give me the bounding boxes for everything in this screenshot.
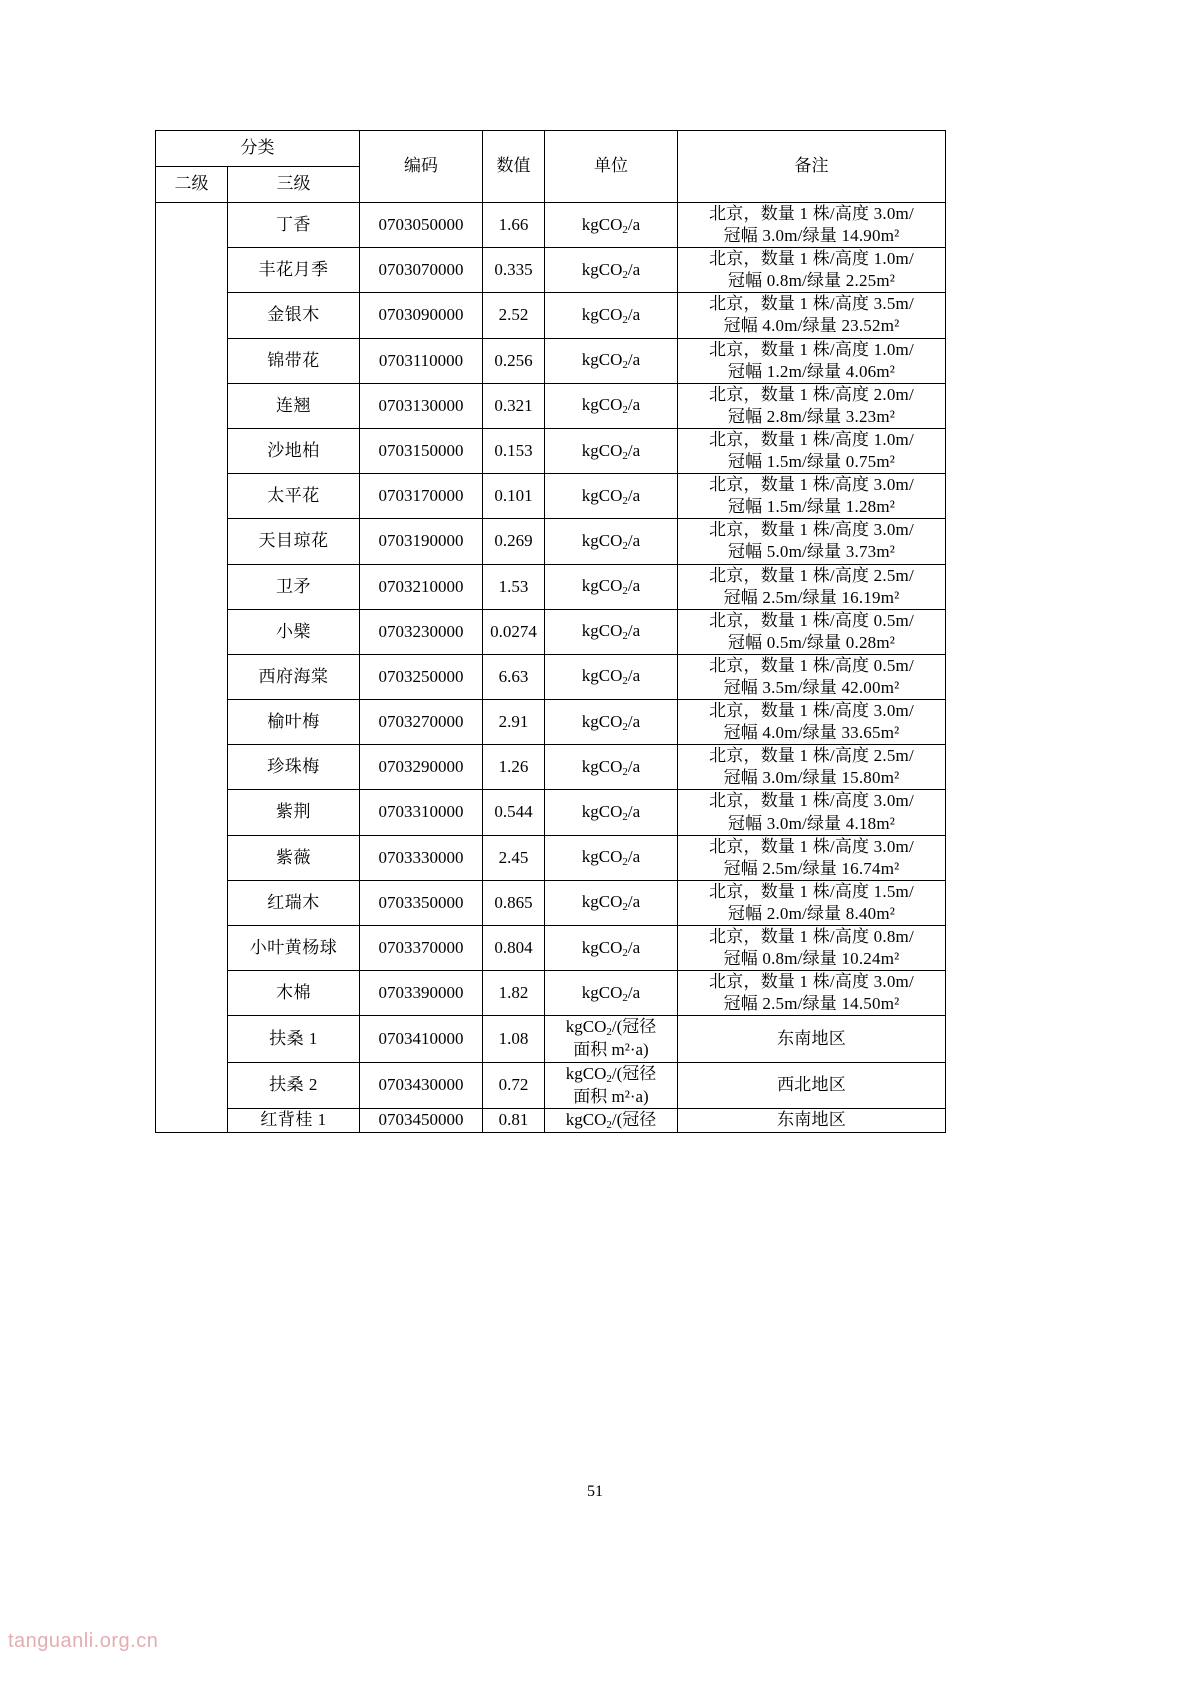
cell-species-name: 榆叶梅 bbox=[228, 700, 360, 745]
note-line-1: 北京，数量 1 株/高度 3.0m/ bbox=[709, 204, 914, 223]
table-row bbox=[156, 1062, 946, 1108]
cell-value: 0.865 bbox=[483, 880, 545, 925]
note-line-1: 北京，数量 1 株/高度 3.0m/ bbox=[709, 701, 914, 721]
note-line-1: 北京，数量 1 株/高度 1.0m/ bbox=[709, 249, 914, 269]
cell-note bbox=[678, 654, 946, 699]
cell-species-name: 金银木 bbox=[228, 293, 360, 338]
cell-species-name: 丁香 bbox=[228, 203, 360, 248]
cell-value: 0.72 bbox=[483, 1062, 545, 1108]
cell-note bbox=[678, 474, 946, 519]
cell-note bbox=[678, 745, 946, 790]
cell-note bbox=[678, 248, 946, 293]
cell-species-name: 紫薇 bbox=[228, 835, 360, 880]
note-line-2: 冠幅 2.0m/绿量 8.40m² bbox=[727, 903, 896, 923]
cell-unit: kgCO$_2$/a bbox=[545, 293, 678, 338]
cell-code: 0703370000 bbox=[360, 926, 483, 971]
table-row bbox=[156, 1108, 946, 1132]
cell-species-name: 锦带花 bbox=[228, 338, 360, 383]
table-header bbox=[156, 131, 946, 203]
cell-code: 0703430000 bbox=[360, 1062, 483, 1108]
cell-value: 0.256 bbox=[483, 338, 545, 383]
cell-species-name: 太平花 bbox=[228, 474, 360, 519]
note-line-2: 冠幅 3.5m/绿量 42.00m² bbox=[723, 677, 900, 697]
cell-code: 0703150000 bbox=[360, 428, 483, 473]
table-row bbox=[156, 609, 946, 654]
header-value: 数值 bbox=[483, 131, 545, 203]
cell-value: 0.0274 bbox=[483, 609, 545, 654]
cell-unit: kgCO$_2$/a bbox=[545, 880, 678, 925]
cell-unit: kgCO$_2$/a bbox=[545, 971, 678, 1016]
note-line-2: 冠幅 1.5m/绿量 0.75m² bbox=[727, 452, 896, 472]
table-row bbox=[156, 519, 946, 564]
cell-code: 0703110000 bbox=[360, 338, 483, 383]
cell-code: 0703350000 bbox=[360, 880, 483, 925]
cell-note bbox=[678, 338, 946, 383]
header-note: 备注 bbox=[678, 131, 946, 203]
note-line-1: 北京，数量 1 株/高度 0.5m/ bbox=[709, 655, 914, 675]
note-line-1: 北京，数量 1 株/高度 3.0m/ bbox=[709, 520, 914, 540]
cell-unit: kgCO$_2$/a bbox=[545, 654, 678, 699]
note-line-1: 北京，数量 1 株/高度 1.0m/ bbox=[709, 339, 914, 359]
cell-note bbox=[678, 293, 946, 338]
watermark-text: tanguanli.org.cn bbox=[8, 1630, 159, 1652]
cell-value: 0.321 bbox=[483, 383, 545, 428]
cell-unit: kgCO$_2$/a bbox=[545, 835, 678, 880]
cell-value: 0.804 bbox=[483, 926, 545, 971]
cell-note: 东南地区 bbox=[678, 1016, 946, 1062]
note-line-1: 北京，数量 1 株/高度 3.0m/ bbox=[709, 475, 914, 495]
cell-species-name: 小檗 bbox=[228, 609, 360, 654]
cell-unit: kgCO$_2$/a bbox=[545, 700, 678, 745]
cell-value: 2.91 bbox=[483, 700, 545, 745]
table-row bbox=[156, 564, 946, 609]
cell-value: 1.53 bbox=[483, 564, 545, 609]
cell-species-name: 西府海棠 bbox=[228, 654, 360, 699]
cell-unit: kgCO$_2$/a bbox=[545, 745, 678, 790]
cell-species-name: 小叶黄杨球 bbox=[228, 926, 360, 971]
cell-species-name: 连翘 bbox=[228, 383, 360, 428]
data-table-container bbox=[155, 130, 945, 1133]
cell-unit: kgCO$_2$/a bbox=[545, 564, 678, 609]
table-row bbox=[156, 293, 946, 338]
header-code: 编码 bbox=[360, 131, 483, 203]
cell-code: 0703270000 bbox=[360, 700, 483, 745]
cell-value: 0.153 bbox=[483, 428, 545, 473]
table-row bbox=[156, 654, 946, 699]
table-row bbox=[156, 474, 946, 519]
table-row bbox=[156, 203, 946, 248]
cell-unit: kgCO$_2$/(冠径 面积 m²·a) bbox=[545, 1062, 678, 1108]
cell-code: 0703330000 bbox=[360, 835, 483, 880]
note-line-2: 冠幅 2.5m/绿量 14.50m² bbox=[723, 994, 900, 1014]
cell-unit: kgCO$_2$/a bbox=[545, 519, 678, 564]
cell-unit: kgCO$_2$/a bbox=[545, 474, 678, 519]
note-line-1: 北京，数量 1 株/高度 3.0m/ bbox=[709, 972, 914, 992]
note-line-1: 北京，数量 1 株/高度 2.5m/ bbox=[709, 746, 914, 766]
page-number: 51 bbox=[587, 1483, 603, 1500]
cell-species-name: 珍珠梅 bbox=[228, 745, 360, 790]
table-row bbox=[156, 428, 946, 473]
cell-species-name: 红背桂 1 bbox=[228, 1108, 360, 1132]
table-row bbox=[156, 790, 946, 835]
cell-code: 0703130000 bbox=[360, 383, 483, 428]
cell-unit: kgCO$_2$/a bbox=[545, 926, 678, 971]
note-line-2: 冠幅 3.0m/绿量 14.90m² bbox=[723, 226, 900, 246]
cell-species-name: 丰花月季 bbox=[228, 248, 360, 293]
cell-note: 东南地区 bbox=[678, 1108, 946, 1132]
cell-code: 0703410000 bbox=[360, 1016, 483, 1062]
note-line-1: 北京，数量 1 株/高度 2.0m/ bbox=[709, 384, 914, 404]
cell-species-name: 扶桑 1 bbox=[228, 1016, 360, 1062]
table-row bbox=[156, 880, 946, 925]
note-line-2: 冠幅 1.5m/绿量 1.28m² bbox=[727, 497, 896, 517]
header-category-group: 分类 bbox=[156, 131, 360, 167]
note-line-2: 冠幅 0.8m/绿量 10.24m² bbox=[723, 949, 900, 969]
note-line-1: 北京，数量 1 株/高度 1.0m/ bbox=[709, 429, 914, 449]
cell-value: 6.63 bbox=[483, 654, 545, 699]
note-line-2: 冠幅 2.5m/绿量 16.19m² bbox=[723, 587, 900, 607]
cell-note bbox=[678, 926, 946, 971]
cell-value: 1.66 bbox=[483, 203, 545, 248]
cell-note bbox=[678, 971, 946, 1016]
cell-unit: kgCO$_2$/a bbox=[545, 609, 678, 654]
table-row bbox=[156, 700, 946, 745]
note-line-2: 冠幅 1.2m/绿量 4.06m² bbox=[727, 361, 896, 381]
cell-value: 0.544 bbox=[483, 790, 545, 835]
cell-species-name: 木棉 bbox=[228, 971, 360, 1016]
cell-value: 2.52 bbox=[483, 293, 545, 338]
note-line-2: 冠幅 2.5m/绿量 16.74m² bbox=[723, 858, 900, 878]
cell-code: 0703450000 bbox=[360, 1108, 483, 1132]
cell-note: 西北地区 bbox=[678, 1062, 946, 1108]
cell-unit: kgCO$_2$/a bbox=[545, 338, 678, 383]
cell-species-name: 卫矛 bbox=[228, 564, 360, 609]
table-row bbox=[156, 971, 946, 1016]
note-line-1: 北京，数量 1 株/高度 3.0m/ bbox=[709, 836, 914, 856]
table-row bbox=[156, 835, 946, 880]
cell-value: 0.81 bbox=[483, 1108, 545, 1132]
cell-value: 1.08 bbox=[483, 1016, 545, 1062]
cell-code: 0703230000 bbox=[360, 609, 483, 654]
table-row bbox=[156, 745, 946, 790]
cell-code: 0703070000 bbox=[360, 248, 483, 293]
cell-species-name: 天目琼花 bbox=[228, 519, 360, 564]
note-line-1: 北京，数量 1 株/高度 2.5m/ bbox=[709, 565, 914, 585]
cell-code: 0703050000 bbox=[360, 203, 483, 248]
cell-unit: kgCO$_2$/(冠径 bbox=[545, 1108, 678, 1132]
table-row bbox=[156, 383, 946, 428]
note-line-2: 冠幅 2.8m/绿量 3.23m² bbox=[727, 406, 896, 426]
cell-unit: kgCO$_2$/a bbox=[545, 203, 678, 248]
cell-value: 0.269 bbox=[483, 519, 545, 564]
cell-code: 0703190000 bbox=[360, 519, 483, 564]
cell-note bbox=[678, 609, 946, 654]
cell-level2 bbox=[156, 203, 228, 1133]
cell-species-name: 沙地柏 bbox=[228, 428, 360, 473]
cell-code: 0703170000 bbox=[360, 474, 483, 519]
note-line-1: 北京，数量 1 株/高度 3.5m/ bbox=[709, 294, 914, 314]
note-line-1: 北京，数量 1 株/高度 0.5m/ bbox=[709, 610, 914, 630]
cell-note bbox=[678, 383, 946, 428]
cell-species-name: 紫荆 bbox=[228, 790, 360, 835]
table-row bbox=[156, 926, 946, 971]
table-body bbox=[156, 203, 946, 1133]
cell-value: 1.82 bbox=[483, 971, 545, 1016]
note-line-1: 北京，数量 1 株/高度 3.0m/ bbox=[709, 791, 914, 811]
cell-note bbox=[678, 564, 946, 609]
cell-note bbox=[678, 203, 946, 248]
note-line-2: 冠幅 0.8m/绿量 2.25m² bbox=[727, 271, 896, 291]
cell-value: 0.335 bbox=[483, 248, 545, 293]
header-unit: 单位 bbox=[545, 131, 678, 203]
cell-code: 0703390000 bbox=[360, 971, 483, 1016]
cell-code: 0703250000 bbox=[360, 654, 483, 699]
cell-note bbox=[678, 700, 946, 745]
cell-code: 0703310000 bbox=[360, 790, 483, 835]
table-row bbox=[156, 1016, 946, 1062]
header-level3: 三级 bbox=[228, 167, 360, 203]
cell-code: 0703090000 bbox=[360, 293, 483, 338]
cell-value: 0.101 bbox=[483, 474, 545, 519]
note-line-2: 冠幅 4.0m/绿量 23.52m² bbox=[723, 316, 900, 336]
note-line-2: 冠幅 0.5m/绿量 0.28m² bbox=[727, 632, 896, 652]
cell-unit: kgCO$_2$/(冠径 面积 m²·a) bbox=[545, 1016, 678, 1062]
cell-unit: kgCO$_2$/a bbox=[545, 790, 678, 835]
note-line-2: 冠幅 3.0m/绿量 4.18m² bbox=[727, 813, 896, 833]
note-line-2: 冠幅 5.0m/绿量 3.73m² bbox=[727, 542, 896, 562]
cell-unit: kgCO$_2$/a bbox=[545, 383, 678, 428]
table-row bbox=[156, 338, 946, 383]
cell-note bbox=[678, 880, 946, 925]
header-row-top bbox=[156, 131, 946, 167]
emission-factor-table bbox=[155, 130, 946, 1133]
cell-unit: kgCO$_2$/a bbox=[545, 248, 678, 293]
cell-value: 2.45 bbox=[483, 835, 545, 880]
cell-value: 1.26 bbox=[483, 745, 545, 790]
cell-code: 0703210000 bbox=[360, 564, 483, 609]
cell-code: 0703290000 bbox=[360, 745, 483, 790]
note-line-2: 冠幅 4.0m/绿量 33.65m² bbox=[723, 723, 900, 743]
cell-note bbox=[678, 519, 946, 564]
note-line-2: 冠幅 3.0m/绿量 15.80m² bbox=[723, 768, 900, 788]
cell-note bbox=[678, 790, 946, 835]
cell-note bbox=[678, 835, 946, 880]
header-level2: 二级 bbox=[156, 167, 228, 203]
cell-note bbox=[678, 428, 946, 473]
table-row bbox=[156, 248, 946, 293]
cell-unit: kgCO$_2$/a bbox=[545, 428, 678, 473]
note-line-1: 北京，数量 1 株/高度 1.5m/ bbox=[709, 881, 914, 901]
note-line-1: 北京，数量 1 株/高度 0.8m/ bbox=[709, 927, 914, 946]
cell-species-name: 红瑞木 bbox=[228, 880, 360, 925]
cell-species-name: 扶桑 2 bbox=[228, 1062, 360, 1108]
